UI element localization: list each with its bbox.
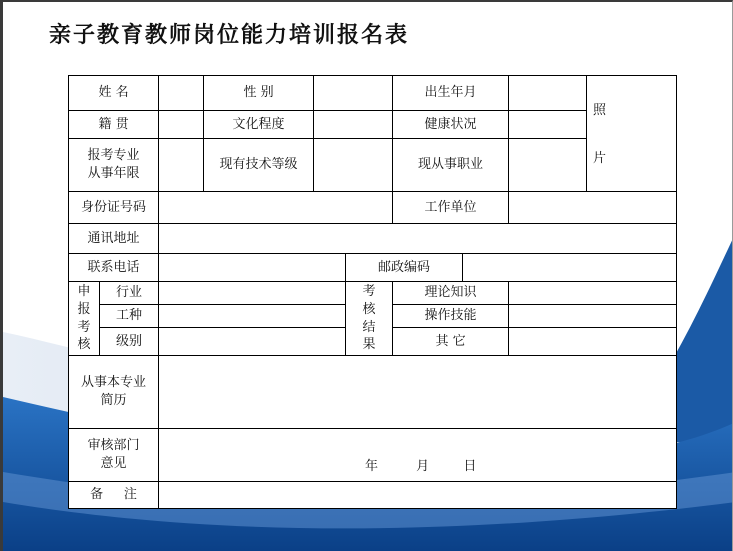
years-label: 从事年限	[87, 166, 140, 181]
result-char-3: 结	[362, 319, 376, 335]
registration-form-table	[68, 75, 677, 509]
other-field[interactable]	[509, 328, 677, 356]
row-phone	[69, 254, 677, 282]
birth-date-field[interactable]	[509, 76, 587, 111]
apply-assess-label	[69, 282, 100, 356]
apply-char-1: 申	[77, 284, 91, 300]
row-basic-3	[69, 139, 677, 192]
education-label: 文化程度	[204, 111, 314, 139]
review-label	[69, 429, 159, 482]
native-place-field[interactable]	[159, 111, 204, 139]
level-label: 级别	[100, 328, 159, 356]
education-field[interactable]	[314, 111, 393, 139]
assess-result-label	[346, 282, 393, 356]
workplace-label: 工作单位	[393, 192, 509, 224]
industry-label: 行业	[100, 282, 159, 305]
row-id	[69, 192, 677, 224]
gender-field[interactable]	[314, 76, 393, 111]
row-resume	[69, 356, 677, 429]
skill-field[interactable]	[509, 305, 677, 328]
phone-label: 联系电话	[69, 254, 159, 282]
result-char-1: 考	[362, 284, 376, 300]
resume-label-line2: 简历	[100, 393, 127, 408]
phone-field[interactable]	[159, 254, 346, 282]
trade-label: 工种	[100, 305, 159, 328]
row-assess-1	[69, 282, 677, 305]
id-number-label: 身份证号码	[69, 192, 159, 224]
resume-label-line1: 从事本专业	[81, 375, 147, 391]
photo-label-bottom: 片	[593, 151, 607, 166]
form-title: 亲子教育教师岗位能力培训报名表	[49, 22, 410, 48]
level-field[interactable]	[159, 328, 346, 356]
birth-date-label: 出生年月	[393, 76, 509, 111]
resume-field[interactable]	[159, 356, 677, 429]
row-address	[69, 224, 677, 254]
health-field[interactable]	[509, 111, 587, 139]
name-label: 姓 名	[69, 76, 159, 111]
row-basic-1	[69, 76, 677, 111]
health-label: 健康状况	[393, 111, 509, 139]
remark-field[interactable]	[159, 482, 677, 509]
review-year-label: 年	[365, 459, 379, 475]
review-day-label: 日	[463, 459, 477, 475]
other-label: 其 它	[393, 328, 509, 356]
apply-char-4: 核	[77, 337, 91, 353]
row-review	[69, 429, 677, 482]
occupation-field[interactable]	[509, 139, 587, 192]
tech-level-field[interactable]	[314, 139, 393, 192]
address-label: 通讯地址	[69, 224, 159, 254]
photo-box[interactable]	[587, 76, 677, 192]
major-years-field[interactable]	[159, 139, 204, 192]
review-field[interactable]	[159, 429, 677, 482]
postcode-field[interactable]	[463, 254, 677, 282]
postcode-label: 邮政编码	[346, 254, 463, 282]
review-label-line1: 审核部门	[87, 438, 140, 454]
trade-field[interactable]	[159, 305, 346, 328]
major-years-label	[69, 139, 159, 192]
name-field[interactable]	[159, 76, 204, 111]
industry-field[interactable]	[159, 282, 346, 305]
occupation-label: 现从事职业	[393, 139, 509, 192]
skill-label: 操作技能	[393, 305, 509, 328]
result-char-4: 果	[362, 337, 376, 353]
row-remark	[69, 482, 677, 509]
major-label: 报考专业	[87, 148, 140, 164]
theory-label: 理论知识	[393, 282, 509, 305]
address-field[interactable]	[159, 224, 677, 254]
tech-level-label: 现有技术等级	[204, 139, 314, 192]
result-char-2: 核	[362, 301, 376, 317]
native-place-label: 籍 贯	[69, 111, 159, 139]
id-number-field[interactable]	[159, 192, 393, 224]
apply-char-2: 报	[77, 301, 91, 317]
review-month-label: 月	[416, 459, 430, 475]
apply-char-3: 考	[77, 319, 91, 335]
remark-label: 备 注	[69, 482, 159, 509]
review-label-line2: 意见	[100, 456, 127, 471]
row-basic-2	[69, 111, 677, 139]
workplace-field[interactable]	[509, 192, 677, 224]
photo-label-top: 照	[593, 103, 607, 118]
gender-label: 性 别	[204, 76, 314, 111]
theory-field[interactable]	[509, 282, 677, 305]
resume-label	[69, 356, 159, 429]
